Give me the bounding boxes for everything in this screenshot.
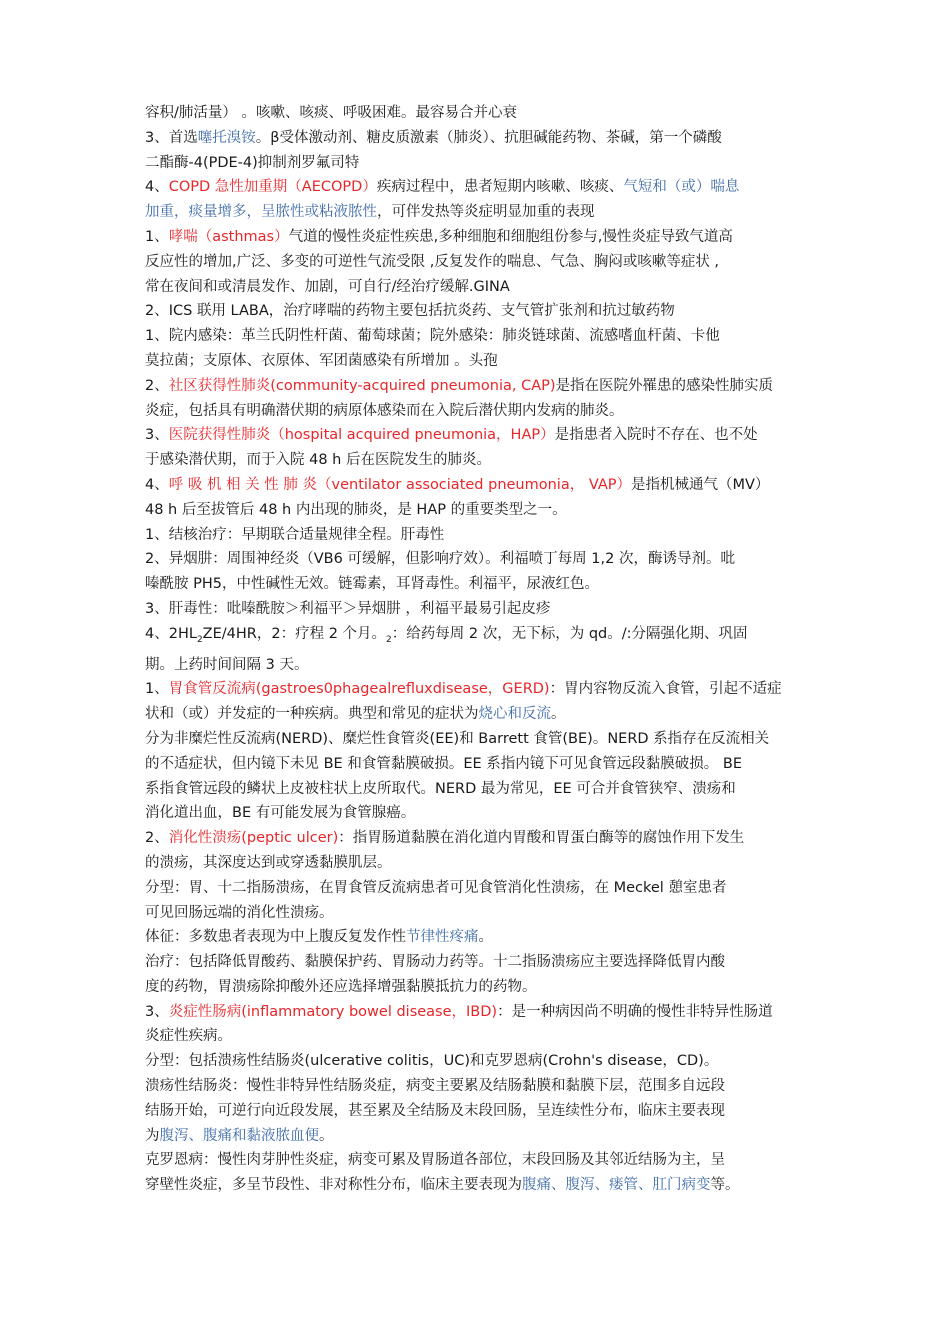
- text-segment: 嗪酰胺 PH5，中性碱性无效。链霉素，耳肾毒性。利福平，尿液红色。: [145, 576, 599, 593]
- text-segment: 2、ICS 联用 LABA，治疗哮喘的药物主要包括抗炎药、支气管扩张剂和抗过敏药物: [145, 303, 675, 320]
- text-line: [145, 250, 815, 275]
- text-line: [145, 901, 815, 926]
- text-segment: 社区获得性肺炎(community-acquired pneumonia, CAP): [168, 377, 556, 394]
- text-segment: 48 h 后至拔管后 48 h 内出现的肺炎，是 HAP 的重要类型之一。: [145, 501, 567, 518]
- subscript-text: 2: [386, 634, 392, 645]
- text-line: [145, 1000, 815, 1025]
- text-line: [145, 151, 815, 176]
- text-segment: 烧心和反流: [478, 706, 551, 723]
- text-line: [145, 950, 815, 975]
- text-line: [145, 777, 815, 802]
- text-line: [145, 702, 815, 727]
- text-line: [145, 1124, 815, 1149]
- text-segment: 1、结核治疗：早期联合适量规律全程。肝毒性: [145, 526, 445, 543]
- text-segment: 是指机械通气（MV）: [631, 476, 770, 493]
- text-segment: 胃食管反流病(gastroes0phagealrefluxdisease，GERD): [168, 681, 550, 698]
- text-line: [145, 1173, 815, 1198]
- text-line: [145, 299, 815, 324]
- text-segment: ：指胃肠道黏膜在消化道内胃酸和胃蛋白酶等的腐蚀作用下发生: [338, 830, 745, 847]
- text-line: [145, 572, 815, 597]
- text-line: [145, 547, 815, 572]
- text-segment: 1、: [145, 228, 169, 245]
- text-line: [145, 423, 815, 448]
- text-segment: 3、: [145, 427, 169, 444]
- text-segment: ：胃内容物反流入食管，引起不适症: [549, 681, 782, 698]
- text-segment: 穿壁性炎症，多呈节段性、非对称性分布，临床主要表现为: [145, 1177, 522, 1194]
- text-line: [145, 225, 815, 250]
- text-segment: 是指在医院外罹患的感染性肺实质: [555, 377, 774, 394]
- text-segment: 等。: [710, 1177, 740, 1194]
- text-segment: 1、院内感染：革兰氏阴性杆菌、葡萄球菌；院外感染：肺炎链球菌、流感嗜血杆菌、卡他: [145, 328, 720, 345]
- text-line: [145, 473, 815, 498]
- text-segment: 气短和（或）喘息: [623, 179, 740, 196]
- text-segment: 2、异烟肼：周围神经炎（VB6 可缓解，但影响疗效）。利福喷丁每周 1,2 次，酶诱导剂。吡: [145, 551, 735, 568]
- text-line: [145, 175, 815, 200]
- text-line: [145, 1148, 815, 1173]
- text-segment: 哮喘（asthmas）: [168, 228, 289, 245]
- text-segment: 噻托溴铵: [197, 129, 256, 146]
- text-segment: 2、: [145, 377, 169, 394]
- text-segment: 反应性的增加,广泛、多变的可逆性气流受限 ,反复发作的喘息、气急、胸闷或咳嗽等症状 ,: [145, 253, 720, 270]
- text-segment: 度的药物，胃溃疡除抑酸外还应选择增强黏膜抵抗力的药物。: [145, 978, 537, 995]
- text-line: [145, 752, 815, 777]
- text-segment: 。: [478, 929, 493, 946]
- text-segment: 2、: [145, 830, 169, 847]
- text-segment: 医院获得性肺炎（hospital acquired pneumonia，HAP）: [168, 427, 555, 444]
- text-segment: 3、肝毒性：吡嗪酰胺＞利福平＞异烟肼 ，利福平最易引起皮疹: [145, 600, 551, 617]
- text-line: [145, 597, 815, 622]
- text-segment: 腹泻、腹痛和黏液脓血便: [159, 1127, 319, 1144]
- text-segment: ：是一种病因尚不明确的慢性非特异性肠道: [497, 1003, 773, 1020]
- text-segment: 疾病过程中，患者短期内咳嗽、咳痰、: [376, 179, 624, 196]
- text-segment: 分为非糜烂性反流病(NERD)、糜烂性食管炎(EE)和 Barrett 食管(BE)。NERD 系指存在反流相关: [145, 730, 770, 747]
- text-line: [145, 975, 815, 1000]
- text-segment: 加重，痰量增多，呈脓性或粘液脓性: [145, 204, 377, 221]
- text-line: [145, 349, 815, 374]
- text-segment: 炎症，包括具有明确潜伏期的病原体感染而在入院后潜伏期内发病的肺炎。: [145, 402, 624, 419]
- text-segment: 常在夜间和或清晨发作、加剧，可自行/经治疗缓解.GINA: [145, 278, 510, 295]
- text-segment: 分型：胃、十二指肠溃疡，在胃食管反流病患者可见食管消化性溃疡，在 Meckel 憩室患者: [145, 879, 727, 896]
- text-segment: 。β受体激动剂、糖皮质激素（肺炎）、抗胆碱能药物、茶碱，第一个磷酸: [255, 129, 722, 146]
- text-line: [145, 801, 815, 826]
- text-segment: 系指食管远段的鳞状上皮被柱状上皮所取代。NERD 最为常见，EE 可合并食管狭窄、溃疡和: [145, 780, 736, 797]
- text-segment: 呼 吸 机 相 关 性 肺 炎（ventilator associated pneumonia， VAP）: [168, 476, 631, 493]
- text-segment: 可见回肠远端的消化性溃疡。: [145, 904, 334, 921]
- text-line: [145, 498, 815, 523]
- text-line: [145, 727, 815, 752]
- text-segment: 4、: [145, 179, 169, 196]
- text-line: [145, 275, 815, 300]
- text-line: [145, 876, 815, 901]
- text-line: [145, 622, 815, 653]
- text-segment: 节律性疼痛: [406, 929, 479, 946]
- text-segment: 。: [551, 706, 566, 723]
- text-line: [145, 925, 815, 950]
- text-segment: ，可伴发热等炎症明显加重的表现: [377, 204, 595, 221]
- text-segment: 的溃疡，其深度达到或穿透黏膜肌层。: [145, 854, 392, 871]
- text-segment: 。: [319, 1127, 334, 1144]
- text-segment: 炎症性疾病。: [145, 1028, 232, 1045]
- text-line: [145, 448, 815, 473]
- text-line: [145, 200, 815, 225]
- text-segment: 是指患者入院时不存在、也不处: [554, 427, 758, 444]
- text-segment: 克罗恩病：慢性肉芽肿性炎症，病变可累及胃肠道各部位，末段回肠及其邻近结肠为主，呈: [145, 1152, 725, 1169]
- text-line: [145, 653, 815, 678]
- text-segment: 体征：多数患者表现为中上腹反复发作性: [145, 929, 406, 946]
- text-segment: 炎症性肠病(inflammatory bowel disease，IBD): [168, 1003, 498, 1020]
- text-line: [145, 1074, 815, 1099]
- text-line: [145, 1099, 815, 1124]
- text-line: [145, 324, 815, 349]
- text-segment: 溃疡性结肠炎：慢性非特异性结肠炎症，病变主要累及结肠黏膜和黏膜下层，范围多自远段: [145, 1078, 725, 1095]
- document-page: [145, 101, 815, 1198]
- text-segment: 气道的慢性炎症性疾患,多种细胞和细胞组份参与,慢性炎症导致气道高: [288, 228, 733, 245]
- text-line: [145, 399, 815, 424]
- text-segment: COPD 急性加重期（AECOPD）: [168, 179, 377, 196]
- text-segment: 分型：包括溃疡性结肠炎(ulcerative colitis，UC)和克罗恩病(Crohn's disease，CD)。: [145, 1053, 719, 1070]
- text-segment: 3、首选: [145, 129, 198, 146]
- text-segment: ：给药每周 2 次，无下标，为 qd。/:分隔强化期、巩固: [391, 625, 748, 642]
- text-segment: 消化性溃疡(peptic ulcer): [168, 830, 339, 847]
- text-segment: 结肠开始，可逆行向近段发展，甚至累及全结肠及末段回肠，呈连续性分布，临床主要表现: [145, 1102, 725, 1119]
- text-segment: 4、2HL: [145, 625, 197, 642]
- text-segment: 3、: [145, 1003, 169, 1020]
- text-segment: ZE/4HR，2：疗程 2 个月。: [202, 625, 387, 642]
- text-segment: 二酯酶-4(PDE-4)抑制剂罗氟司特: [145, 154, 360, 171]
- text-line: [145, 677, 815, 702]
- text-segment: 1、: [145, 681, 169, 698]
- text-segment: 为: [145, 1127, 160, 1144]
- subscript-text: 2: [196, 634, 203, 645]
- text-line: [145, 1049, 815, 1074]
- text-line: [145, 826, 815, 851]
- text-line: [145, 374, 815, 399]
- text-line: [145, 1024, 815, 1049]
- text-segment: 于感染潜伏期，而于入院 48 h 后在医院发生的肺炎。: [145, 452, 491, 469]
- text-line: [145, 126, 815, 151]
- text-segment: 状和（或）并发症的一种疾病。典型和常见的症状为: [145, 706, 479, 723]
- text-line: [145, 523, 815, 548]
- text-segment: 莫拉菌；支原体、衣原体、军团菌感染有所增加 。头孢: [145, 352, 498, 369]
- text-segment: 的不适症状，但内镜下未见 BE 和食管黏膜破损。EE 系指内镜下可见食管远段黏膜破损。 BE: [145, 755, 742, 772]
- text-segment: 治疗：包括降低胃酸药、黏膜保护药、胃肠动力药等。十二指肠溃疡应主要选择降低胃内酸: [145, 954, 725, 971]
- text-segment: 期。上药时间间隔 3 天。: [145, 656, 309, 673]
- text-segment: 消化道出血，BE 有可能发展为食管腺癌。: [145, 805, 416, 822]
- text-segment: 腹痛、腹泻、瘘管、肛门病变: [522, 1177, 711, 1194]
- text-segment: 4、: [145, 476, 169, 493]
- text-line: [145, 851, 815, 876]
- text-line: [145, 101, 815, 126]
- text-segment: 容积/肺活量） 。咳嗽、咳痰、呼吸困难。最容易合并心衰: [145, 105, 517, 121]
